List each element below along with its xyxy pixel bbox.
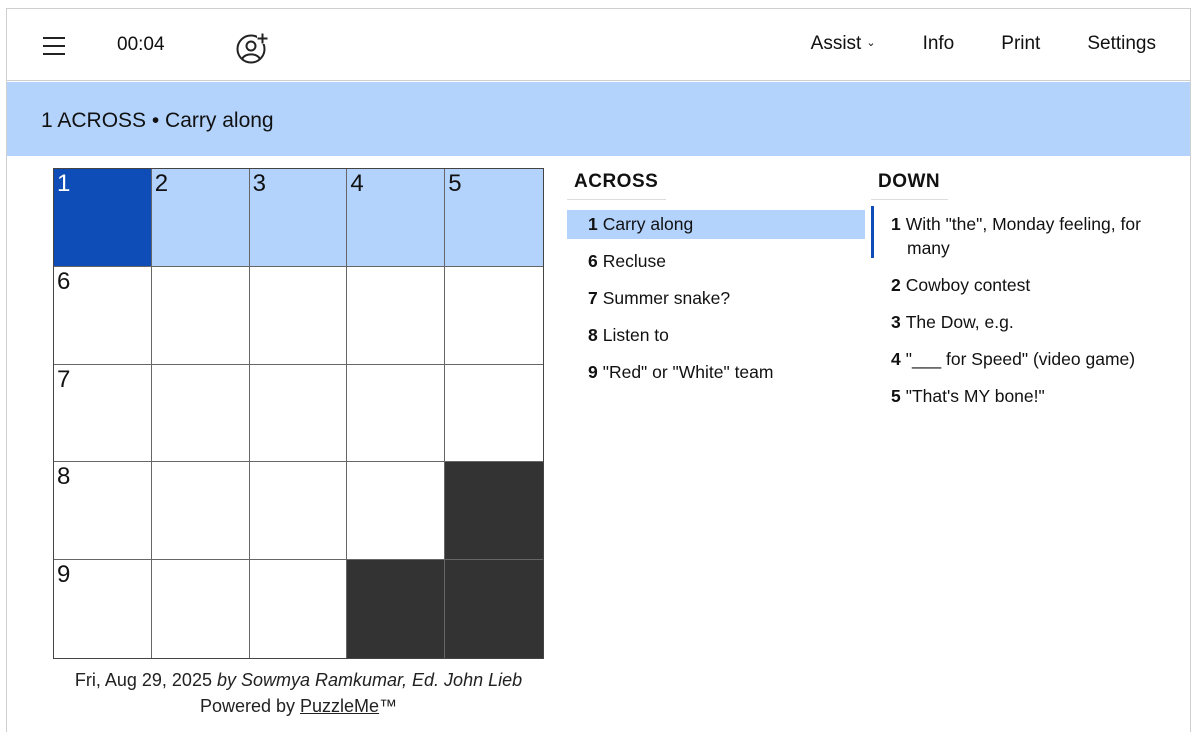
clue-text: Cowboy contest [905,275,1031,295]
grid-cell[interactable] [347,365,445,463]
across-clue-item[interactable] [567,247,865,276]
clue-text: "That's MY bone!" [905,386,1045,406]
hamburger-menu-icon[interactable] [43,34,69,58]
clue-number: 1 [891,214,901,234]
across-clue-item[interactable] [567,210,865,239]
clue-text: Carry along [602,214,694,234]
settings-menu[interactable]: Settings [1087,33,1156,54]
grid-cell[interactable] [250,462,348,560]
clue-number: 1 [588,214,598,234]
chevron-down-icon: ⌄ [866,37,876,49]
down-clue-item[interactable] [871,308,1171,337]
grid-cell[interactable] [152,560,250,658]
current-clue-text: 1 ACROSS • Carry along [41,109,274,132]
grid-cell[interactable] [250,169,348,267]
grid-cell[interactable] [54,560,152,658]
current-clue-bar [7,82,1190,156]
assist-menu[interactable] [811,33,876,55]
down-heading: DOWN [871,171,948,200]
across-clue-item[interactable] [567,284,865,313]
down-clue-item[interactable] [871,271,1171,300]
grid-cell[interactable] [445,365,543,463]
across-clue-item[interactable] [567,321,865,350]
across-clues-panel [567,171,865,387]
grid-cell[interactable] [152,169,250,267]
clue-number: 3 [891,312,901,332]
clue-number: 8 [588,325,598,345]
puzzle-byline: by Sowmya Ramkumar, Ed. John Lieb [216,670,523,690]
add-person-icon[interactable] [235,31,269,65]
cell-number: 8 [57,463,71,491]
down-clue-item[interactable] [871,382,1171,411]
puzzle-frame [6,8,1191,732]
cell-number: 6 [57,267,71,295]
info-menu[interactable]: Info [922,33,955,54]
grid-cell-block [445,462,543,560]
clue-text: Listen to [602,325,669,345]
across-heading: ACROSS [567,171,666,200]
clue-text: Summer snake? [602,288,731,308]
print-menu[interactable]: Print [1001,33,1041,54]
cell-number: 1 [57,170,71,197]
top-toolbar [7,9,1190,81]
grid-cell[interactable] [250,560,348,658]
grid-cell-block [445,560,543,658]
grid-cell[interactable] [54,462,152,560]
assist-label: Assist [810,33,862,54]
trademark-symbol: ™ [379,696,398,716]
grid-cell[interactable] [347,169,445,267]
cell-number: 7 [57,365,71,393]
clue-text: Recluse [602,251,666,271]
grid-cell[interactable] [445,267,543,365]
across-clue-item[interactable] [567,358,865,387]
powered-by-label: Powered by [199,696,295,716]
cell-number: 9 [57,561,71,589]
puzzleme-link[interactable]: PuzzleMe [300,696,380,716]
grid-cell[interactable] [54,169,152,267]
timer: 00:04 [117,34,165,55]
clue-number: 6 [588,251,598,271]
grid-cell-block [347,560,445,658]
cell-number: 5 [448,170,462,197]
down-clue-item[interactable] [871,210,1171,263]
puzzle-footer [53,667,544,719]
grid-cell[interactable] [152,462,250,560]
grid-cell[interactable] [152,267,250,365]
crossword-grid [53,168,544,659]
clue-number: 9 [588,362,598,382]
down-clue-item[interactable] [871,345,1171,374]
grid-cell[interactable] [250,267,348,365]
puzzle-date: Fri, Aug 29, 2025 [74,670,212,690]
clue-number: 7 [588,288,598,308]
grid-cell[interactable] [152,365,250,463]
cell-number: 2 [154,170,169,197]
grid-cell[interactable] [54,365,152,463]
grid-cell[interactable] [445,169,543,267]
clue-number: 2 [891,275,901,295]
down-clue-list [871,210,1171,411]
cell-number: 4 [350,170,364,197]
grid-cell[interactable] [347,462,445,560]
clue-text: "Red" or "White" team [602,362,774,382]
clue-text: The Dow, e.g. [905,312,1014,332]
clue-number: 4 [891,349,901,369]
cell-number: 3 [252,170,266,197]
grid-cell[interactable] [347,267,445,365]
grid-cell[interactable] [250,365,348,463]
down-clues-panel [871,171,1171,411]
clue-number: 5 [891,386,901,406]
clue-text: With "the", Monday feeling, for many [905,214,1141,258]
top-menu [811,33,1156,55]
clue-text: "___ for Speed" (video game) [905,349,1136,369]
grid-cell[interactable] [54,267,152,365]
across-clue-list [567,210,865,387]
